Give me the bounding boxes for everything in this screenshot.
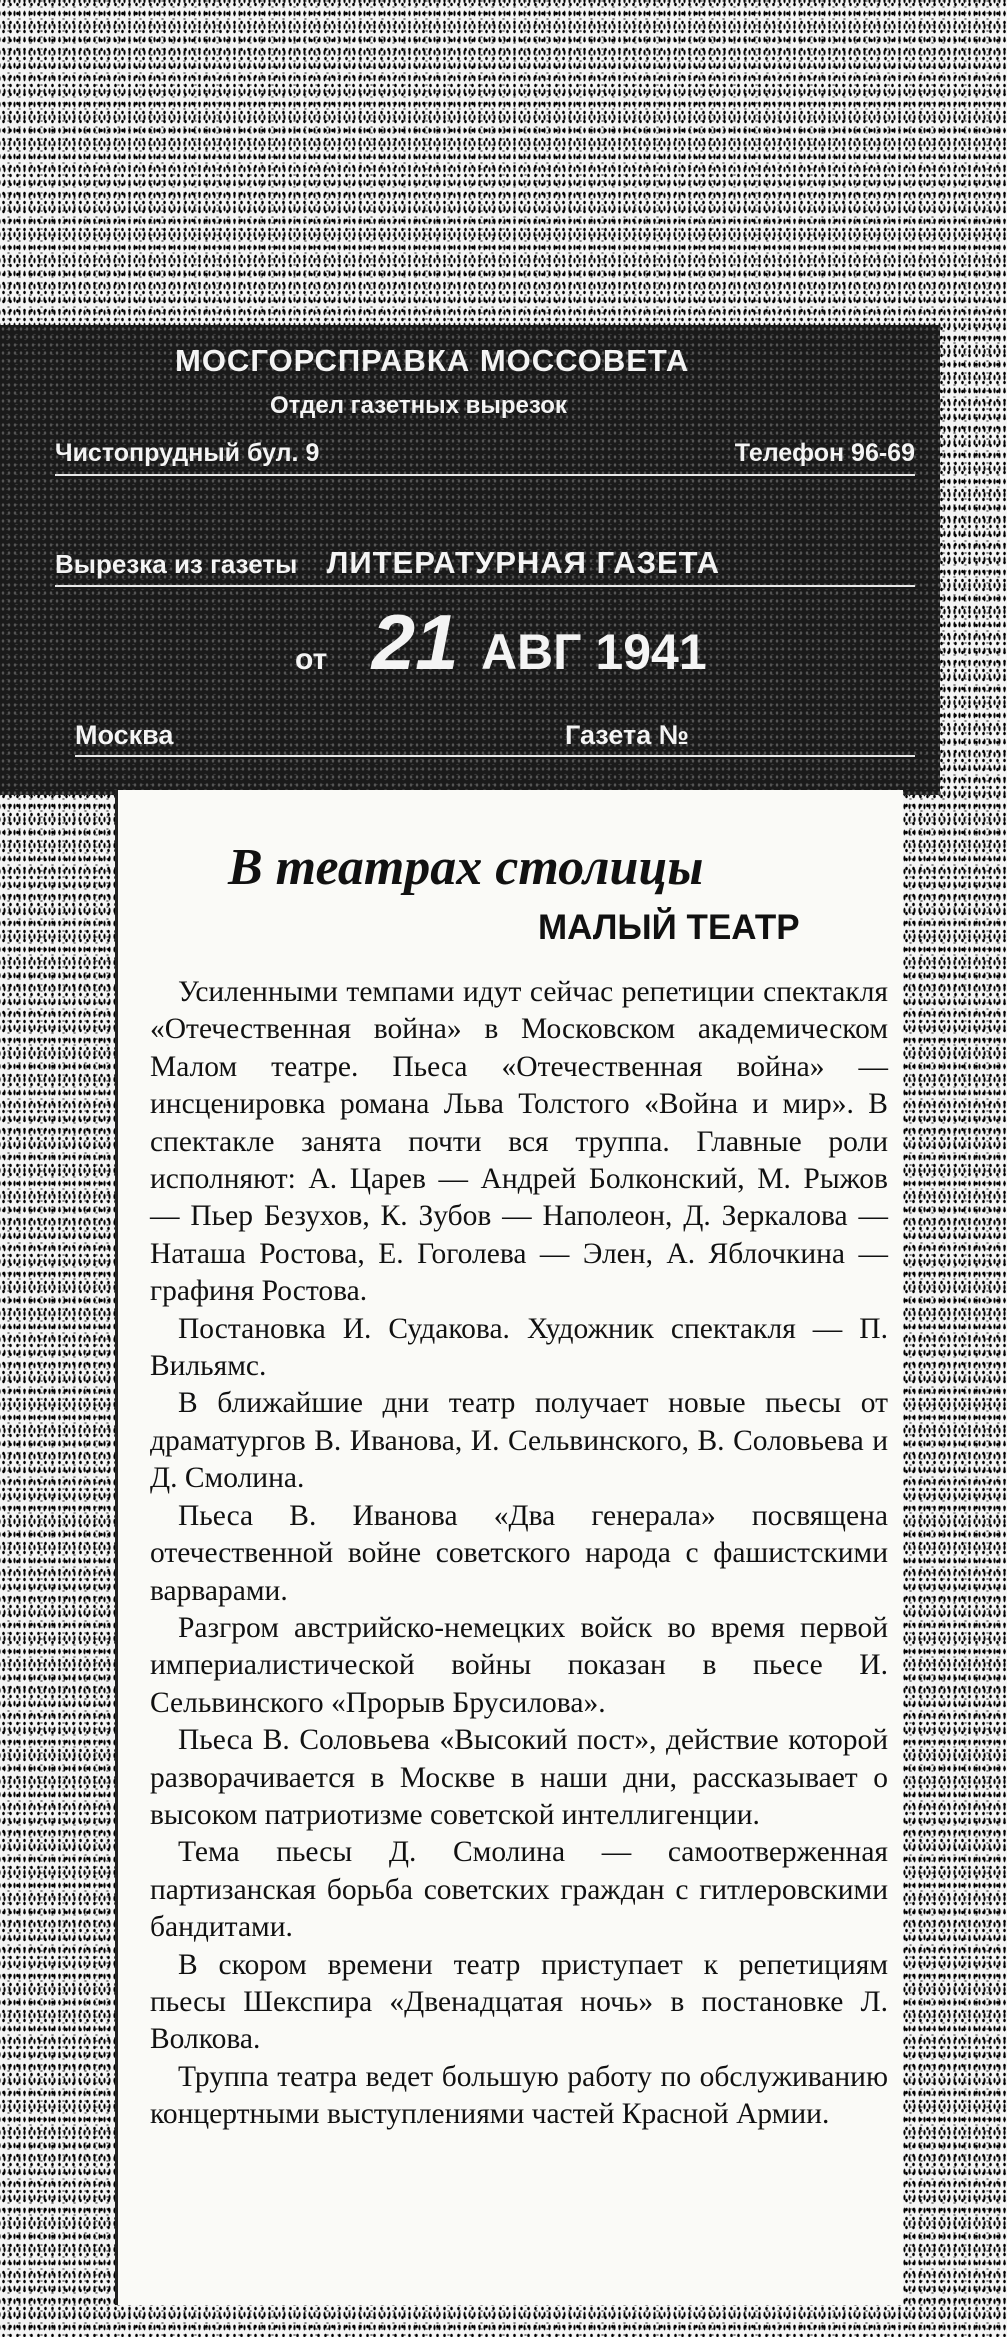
issue-label: Газета № [565, 720, 689, 750]
address-line [55, 439, 915, 476]
article-paragraph: Тема пьесы Д. Смолина — самоотверженная партизанская борьба советских граждан с гитлеровскими бандитами. [150, 1836, 888, 1944]
article-paragraph: Пьеса В. Иванова «Два генерала» посвящена отечественной войне советского народа с фашистскими варварами. [150, 1499, 888, 1607]
article-paragraph: Труппа театра ведет большую работу по обслуживанию концертными выступлениями частей Красной Армии. [150, 2060, 888, 2131]
article-paragraph: Пьеса В. Соловьева «Высокий пост», действие которой разворачивается в Москве в наши дни, рассказывает о высоком патриотизме советской интеллигенции. [150, 1724, 888, 1831]
date-month: АВГ 1941 [480, 624, 707, 680]
date-line [295, 597, 707, 688]
article-paragraph: В ближайшие дни театр получает новые пьесы от драматургов В. Иванова, И. Сельвинского, В. Соловьева и Д. Смолина. [150, 1387, 888, 1495]
article-paragraph: Постановка И. Судакова. Художник спектакля — П. Вильямс. [150, 1312, 888, 1383]
address: Чистопрудный бул. 9 [55, 439, 320, 467]
clipping-bureau-stamp [0, 325, 940, 795]
date-prefix: от [295, 643, 328, 676]
phone: Телефон 96-69 [734, 439, 915, 467]
article-headline: В театрах столицы [228, 839, 704, 896]
newspaper-name: ЛИТЕРАТУРНАЯ ГАЗЕТА [326, 545, 721, 580]
city: Москва [75, 720, 174, 750]
article-paragraph: В скором времени театр приступает к репетициям пьесы Шекспира «Двенадцатая ночь» в постановке Л. Волкова. [150, 1948, 888, 2056]
city-line [75, 720, 915, 757]
article-body [150, 974, 888, 2134]
article-paragraph: Усиленными темпами идут сейчас репетиции спектакля «Отечественная война» в Московском академическом Малом театре. Пьеса «Отечественная война» — инсценировка романа Льва Толстого «Война и мир». В спектакле занята почти вся труппа. Главные роли исполняют: А. Царев — Андрей Болконский, М. Рыжов — Пьер Безухов, К. Зубов — Наполеон, Д. Зеркалова — Наташа Ростова, Е. Гоголева — Элен, А. Яблочкина — графиня Ростова. [150, 976, 888, 1308]
article-subheading: МАЛЫЙ ТЕАТР [538, 908, 800, 947]
newspaper-clipping [115, 790, 903, 2305]
article-paragraph: Разгром австрийско-немецких войск во время первой империалистической войны показан в пьесе И. Сельвинского «Прорыв Брусилова». [150, 1611, 888, 1719]
bureau-name: МОСГОРСПРАВКА МОССОВЕТА [175, 343, 690, 378]
clipping-from-label: Вырезка из газеты [55, 549, 298, 579]
department-name: Отдел газетных вырезок [270, 392, 567, 419]
date-day: 21 [371, 598, 459, 686]
source-line [55, 545, 915, 587]
